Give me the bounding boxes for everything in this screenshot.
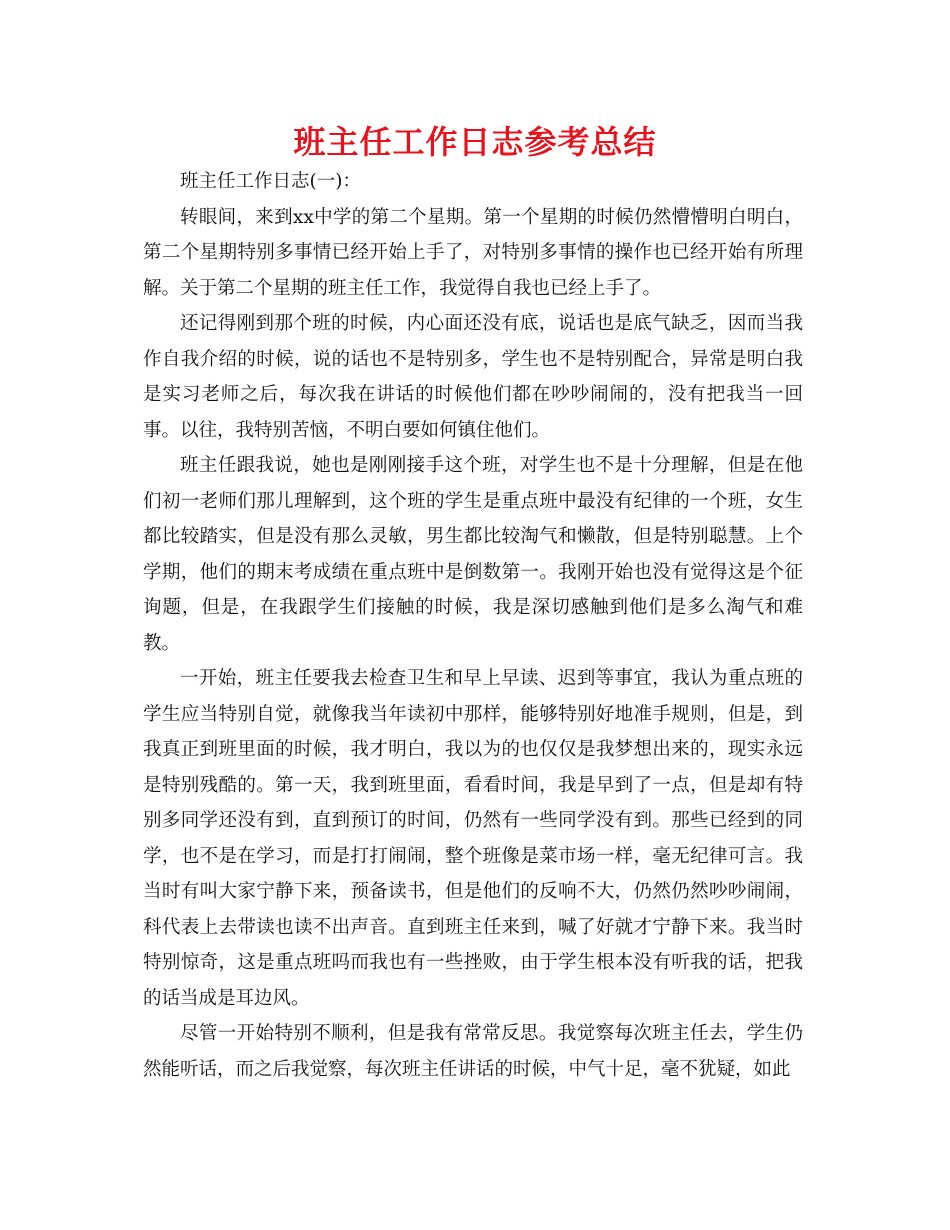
paragraph: 一开始，班主任要我去检查卫生和早上早读、迟到等事宜，我认为重点班的学生应当特别自觉，就像我当年读初中那样，能够特别好地准手规则，但是，到我真正到班里面的时候，我才明白，我以为的也仅仅是我梦想出来的，现实永远是特别残酷的。第一天，我到班里面，看看时间，我是早到了一点，但是却有特别多同学还没有到，直到预订的时间，仍然有一些同学没有到。那些已经到的同学，也不是在学习，而是打打闹闹，整个班像是菜市场一样，毫无纪律可言。我当时有叫大家宁静下来，预备读书，但是他们的反响不大，仍然仍然吵吵闹闹，科代表上去带读也读不出声音。直到班主任来到，喊了好就才宁静下来。我当时特别惊奇，这是重点班吗而我也有一些挫败，由于学生根本没有听我的话，把我的话当成是耳边风。 [143, 668, 803, 1009]
document-title: 班主任工作日志参考总结 [293, 123, 657, 161]
subheading: 班主任工作日志(一)： [180, 171, 361, 192]
document-body [143, 164, 803, 1087]
paragraph: 还记得刚到那个班的时候，内心面还没有底，说话也是底气缺乏，因而当我作自我介绍的时候，说的话也不是特别多，学生也不是特别配合，异常是明白我是实习老师之后，每次我在讲话的时候他们都在吵吵闹闹的，没有把我当一回事。以往，我特别苦恼，不明白要如何镇住他们。 [143, 313, 803, 441]
paragraph: 尽管一开始特别不顺利，但是我有常常反思。我觉察每次班主任去，学生仍然能听话，而之后我觉察，每次班主任讲话的时候，中气十足，毫不犹疑，如此 [143, 1023, 803, 1080]
paragraph: 转眼间，来到xx中学的第二个星期。第一个星期的时候仍然懵懵明白明白，第二个星期特别多事情已经开始上手了，对特别多事情的操作也已经开始有所理解。关于第二个星期的班主任工作，我觉得自我也已经上手了。 [143, 206, 803, 299]
paragraph: 班主任跟我说，她也是刚刚接手这个班，对学生也不是十分理解，但是在他们初一老师们那儿理解到，这个班的学生是重点班中最没有纪律的一个班，女生都比较踏实，但是没有那么灵敏，男生都比较淘气和懒散，但是特别聪慧。上个学期，他们的期末考成绩在重点班中是倒数第一。我刚开始也没有觉得这是个征询题，但是，在我跟学生们接触的时候，我是深切感触到他们是多么淘气和难教。 [143, 455, 803, 654]
